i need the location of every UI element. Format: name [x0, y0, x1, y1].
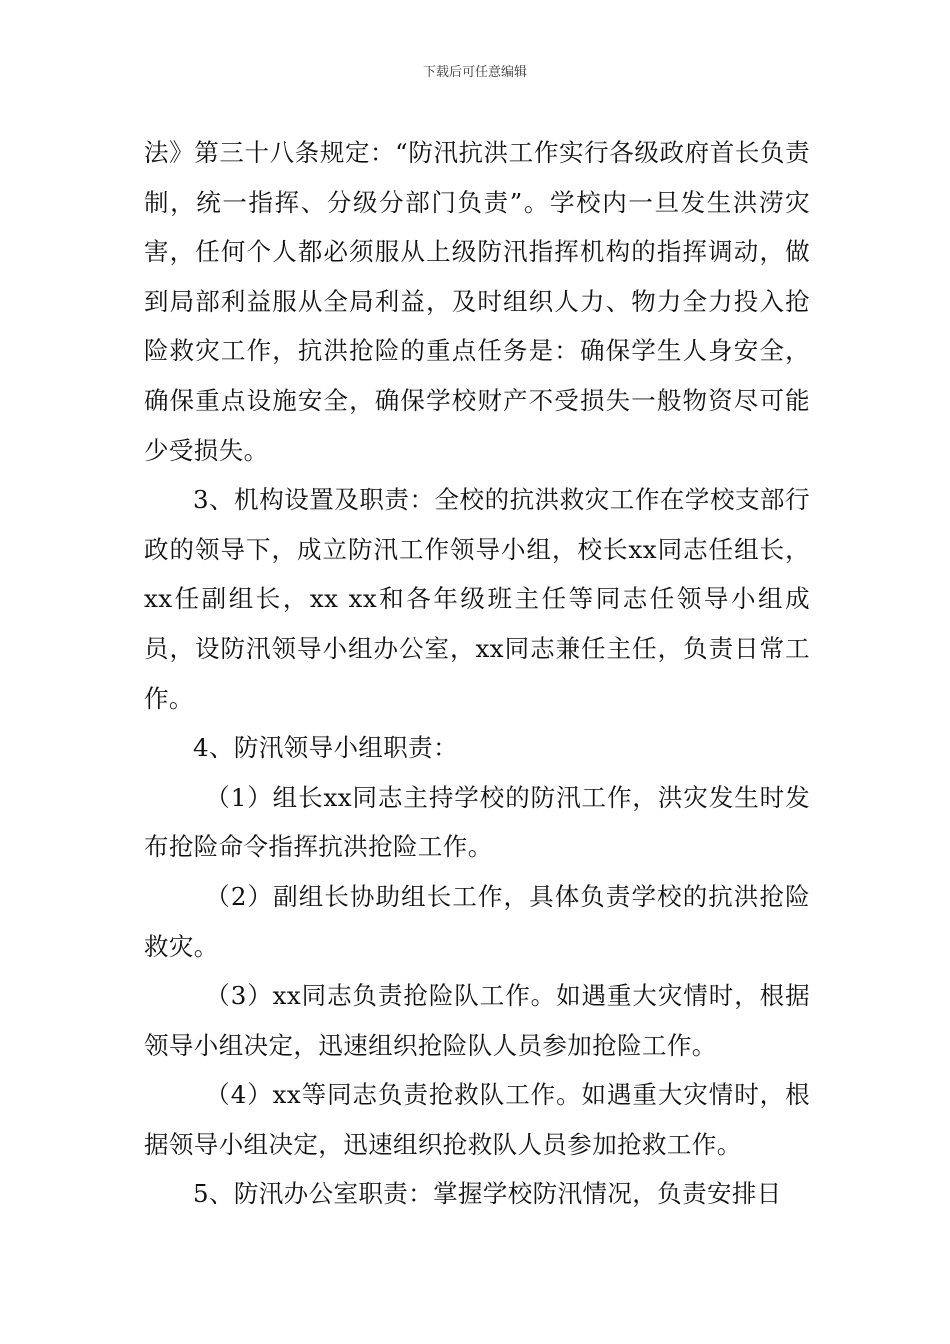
paragraph-org-setup: 3、机构设置及职责：全校的抗洪救灾工作在学校支部行政的领导下，成立防汛工作领导小组，校长xx同志任组长，xx任副组长，xx xx和各年级班主任等同志任领导小组成员，设防汛领导小组办公室，xx同志兼任主任，负责日常工作。: [144, 485, 810, 713]
paragraph-duty-1: （1）组长xx同志主持学校的防汛工作，洪灾发生时发布抢险命令指挥抗洪抢险工作。: [144, 782, 810, 862]
document-body: [144, 128, 810, 1219]
paragraph-law-article: 法》第三十八条规定：“防汛抗洪工作实行各级政府首长负责制，统一指挥、分级分部门负责”。学校内一旦发生洪涝灾害，任何个人都必须服从上级防汛指挥机构的指挥调动，做到局部利益服从全局利益，及时组织人力、物力全力投入抢险救灾工作，抗洪抢险的重点任务是：确保学生人身安全，确保重点设施安全，确保学校财产不受损失一般物资尽可能少受损失。: [144, 138, 810, 465]
paragraph-office-duties: 5、防汛办公室职责：掌握学校防汛情况，负责安排日: [193, 1179, 782, 1209]
page-header: 下载后可任意编辑: [422, 65, 527, 80]
paragraph-duty-3: （3）xx同志负责抢险队工作。如遇重大灾情时，根据领导小组决定，迅速组织抢险队人员参加抢险工作。: [144, 981, 810, 1060]
paragraph-group-duties-heading: 4、防汛领导小组职责：: [193, 733, 458, 763]
paragraph-duty-4: （4）xx等同志负责抢救队工作。如遇重大灾情时，根据领导小组决定，迅速组织抢救队人员参加抢救工作。: [144, 1080, 810, 1159]
paragraph-duty-2: （2）副组长协助组长工作，具体负责学校的抗洪抢险救灾。: [144, 881, 810, 961]
